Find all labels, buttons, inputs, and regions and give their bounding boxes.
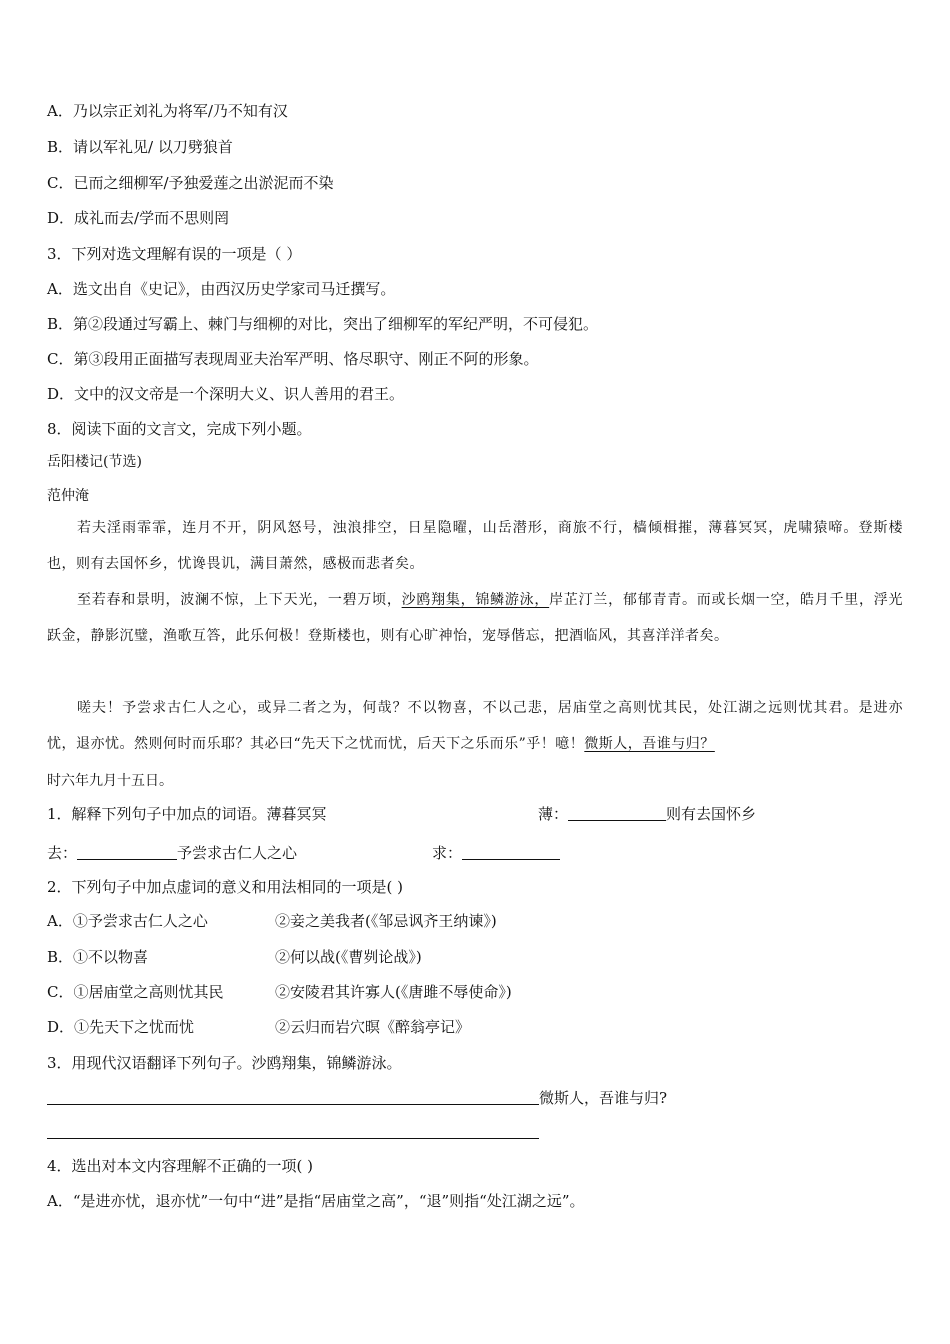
sub3-second-sentence: 微斯人，吾谁与归? — [539, 1089, 668, 1107]
sub2-option-b-2: ②何以战(《曹刿论战》) — [275, 948, 422, 966]
sub2-option-b: B．①不以物喜 — [47, 948, 149, 966]
question-3-stem: 3．下列对选文理解有误的一项是（ ） — [47, 245, 302, 263]
p3-underlined: 微斯人，吾谁与归？ — [584, 736, 715, 752]
label-qu: 去： — [47, 844, 78, 862]
q3-option-d: D．文中的汉文帝是一个深明大义、识人善用的君王。 — [47, 385, 405, 403]
passage-paragraph-3 — [47, 690, 903, 762]
p2-underlined: 沙鸥翔集，锦鳞游泳， — [401, 592, 550, 608]
sub3-stem: 3．用现代汉语翻译下列句子。沙鸥翔集，锦鳞游泳。 — [47, 1054, 402, 1072]
answer-line-2[interactable] — [47, 1122, 539, 1139]
passage-author: 范仲淹 — [47, 488, 89, 504]
option-a: A．乃以宗正刘礼为将军/乃不知有汉 — [47, 102, 288, 120]
sub2-option-c: C．①居庙堂之高则忧其民 — [47, 983, 224, 1001]
option-c: C．已而之细柳军/予独爱莲之出淤泥而不染 — [47, 174, 334, 192]
sub2-stem: 2．下列句子中加点虚词的意义和用法相同的一项是( ) — [47, 878, 404, 896]
answer-line-1[interactable] — [47, 1088, 539, 1105]
answer-blank-bo[interactable] — [568, 804, 666, 821]
q3-option-c: C．第③段用正面描写表现周亚夫治军严明、恪尽职守、刚正不阿的形象。 — [47, 350, 539, 368]
answer-blank-qu[interactable] — [77, 843, 177, 860]
sub2-option-a: A．①予尝求古仁人之心 — [47, 912, 208, 930]
sub3-answer-row — [47, 1087, 667, 1109]
passage-date: 时六年九月十五日。 — [47, 773, 173, 789]
sub1-stem: 1．解释下列句子中加点的词语。薄暮冥冥 — [47, 805, 327, 823]
sub3-answer-row-2 — [47, 1121, 539, 1143]
label-bo: 薄： — [538, 805, 569, 823]
passage-paragraph-2 — [47, 582, 903, 654]
p2-text-b: 岸芷汀兰，郁郁青青。而或长烟一空，皓月千里，浮光跃金，静影沉璧，渔歌互答，此乐何极！登斯楼也，则有心旷神怡，宠辱偕忘，把酒临风，其喜洋洋者矣。 — [47, 592, 904, 644]
sub4-stem: 4．选出对本文内容理解不正确的一项( ) — [47, 1157, 314, 1175]
sub4-option-a: A．“是进亦忧，退亦忧”一句中“进”是指“居庙堂之高”，“退”则指“处江湖之远”。 — [47, 1192, 585, 1210]
sub1-bo-row — [538, 803, 756, 825]
sub2-option-d: D．①先天下之忧而忧 — [47, 1018, 195, 1036]
option-b: B．请以军礼见/ 以刀劈狼首 — [47, 138, 233, 156]
sub2-option-d-2: ②云归而岩穴暝《醉翁亭记》 — [275, 1018, 471, 1036]
q3-option-a: A．选文出自《史记》，由西汉历史学家司马迁撰写。 — [47, 280, 396, 298]
answer-blank-qiu[interactable] — [462, 843, 560, 860]
p3-text: 嗟夫！予尝求古仁人之心，或异二者之为，何哉？不以物喜，不以己悲，居庙堂之高则忧其民，处江湖之远则忧其君。是进亦忧，退亦忧。然则何时而乐耶？其必曰“先天下之忧而忧，后天下之乐而乐”乎！噫！ — [47, 700, 903, 752]
sub2-option-a-2: ②妾之美我者(《邹忌讽齐王纳谏》) — [275, 912, 497, 930]
q3-option-b: B．第②段通过写霸上、棘门与细柳的对比，突出了细柳军的军纪严明，不可侵犯。 — [47, 315, 599, 333]
after-qu: 予尝求古仁人之心 — [177, 844, 298, 862]
p2-text-a: 至若春和景明，波澜不惊，上下天光，一碧万顷， — [77, 592, 402, 608]
question-8-intro: 8．阅读下面的文言文，完成下列小题。 — [47, 420, 312, 438]
sub1-qu-row — [47, 842, 297, 864]
passage-title: 岳阳楼记(节选) — [47, 454, 142, 470]
sub2-option-c-2: ②安陵君其许寡人(《唐雎不辱使命》) — [275, 983, 512, 1001]
sub1-qiu-row — [432, 842, 560, 864]
option-d: D．成礼而去/学而不思则罔 — [47, 209, 230, 227]
passage-paragraph-1: 若夫淫雨霏霏，连月不开，阴风怒号，浊浪排空，日星隐曜，山岳潜形，商旅不行，樯倾楫摧，薄暮冥冥，虎啸猿啼。登斯楼也，则有去国怀乡，忧谗畏讥，满目萧然，感极而悲者矣。 — [47, 520, 903, 572]
label-qiu: 求： — [432, 844, 463, 862]
after-bo: 则有去国怀乡 — [666, 805, 757, 823]
